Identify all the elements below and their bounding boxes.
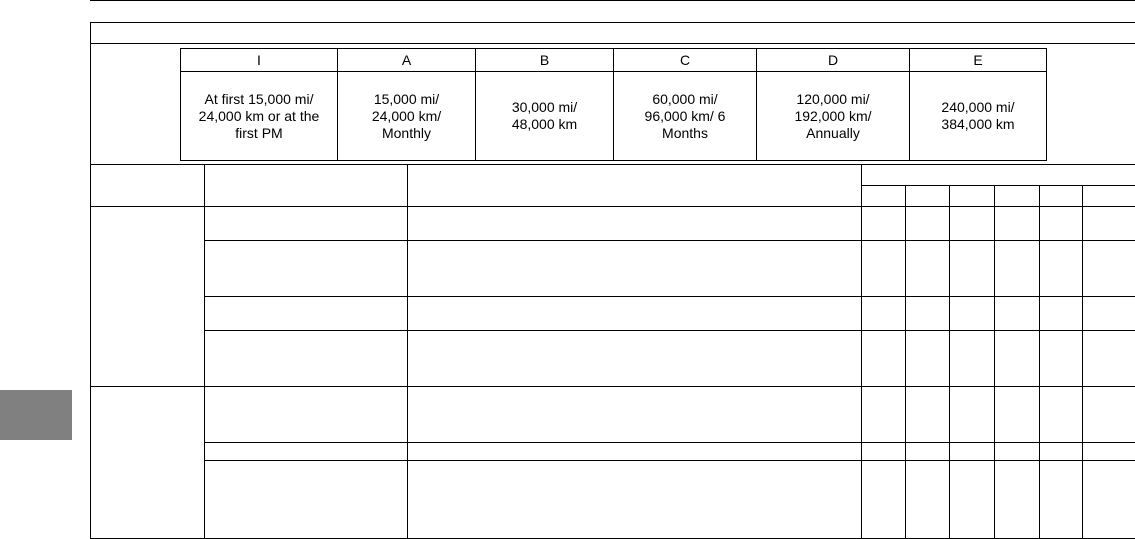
legend-code-e: E xyxy=(910,49,1047,72)
section-tab-marker xyxy=(0,390,72,440)
legend-code-c: C xyxy=(614,49,757,72)
legend-interval-c xyxy=(614,72,757,161)
column-header-rule xyxy=(90,206,1135,207)
legend-interval-e-text: 240,000 mi/ 384,000 km xyxy=(941,99,1015,132)
legend-interval-b xyxy=(476,72,614,161)
legend-interval-i xyxy=(181,72,338,161)
legend-interval-a xyxy=(338,72,476,161)
legend-code-row xyxy=(181,49,1047,72)
legend-interval-e xyxy=(910,72,1047,161)
interval-column-divider-5 xyxy=(1082,185,1083,538)
column-divider-item xyxy=(407,164,408,538)
header-title-rule xyxy=(90,43,1135,44)
legend-interval-c-text: 60,000 mi/ 96,000 km/ 6 Months xyxy=(644,90,726,141)
row-divider-2 xyxy=(205,296,1135,297)
legend-interval-d-text: 120,000 mi/ 192,000 km/ Annually xyxy=(794,90,872,141)
legend-code-d: D xyxy=(757,49,910,72)
row-divider-1 xyxy=(205,240,1135,241)
row-divider-4 xyxy=(205,442,1135,443)
interval-legend-table xyxy=(180,48,1047,161)
row-divider-5 xyxy=(205,460,1135,461)
legend-code-b: B xyxy=(476,49,614,72)
legend-code-i: I xyxy=(181,49,338,72)
page-top-rule xyxy=(90,0,1135,1)
row-divider-3 xyxy=(205,330,1135,331)
legend-bottom-rule xyxy=(90,164,1135,165)
legend-interval-b-text: 30,000 mi/ 48,000 km xyxy=(511,99,578,132)
column-divider-system xyxy=(204,164,205,538)
column-divider-procedure xyxy=(861,164,862,538)
legend-interval-i-text: At first 15,000 mi/ 24,000 km or at the first PM xyxy=(198,90,320,141)
legend-interval-d xyxy=(757,72,910,161)
group-divider xyxy=(90,386,1135,387)
interval-header-rule xyxy=(862,185,1135,186)
interval-column-divider-3 xyxy=(994,185,995,538)
legend-interval-a-text: 15,000 mi/ 24,000 km/ Monthly xyxy=(371,90,442,141)
legend-code-a: A xyxy=(338,49,476,72)
interval-column-divider-1 xyxy=(905,185,906,538)
interval-column-divider-4 xyxy=(1039,185,1040,538)
legend-interval-row xyxy=(181,72,1047,161)
interval-column-divider-2 xyxy=(949,185,950,538)
